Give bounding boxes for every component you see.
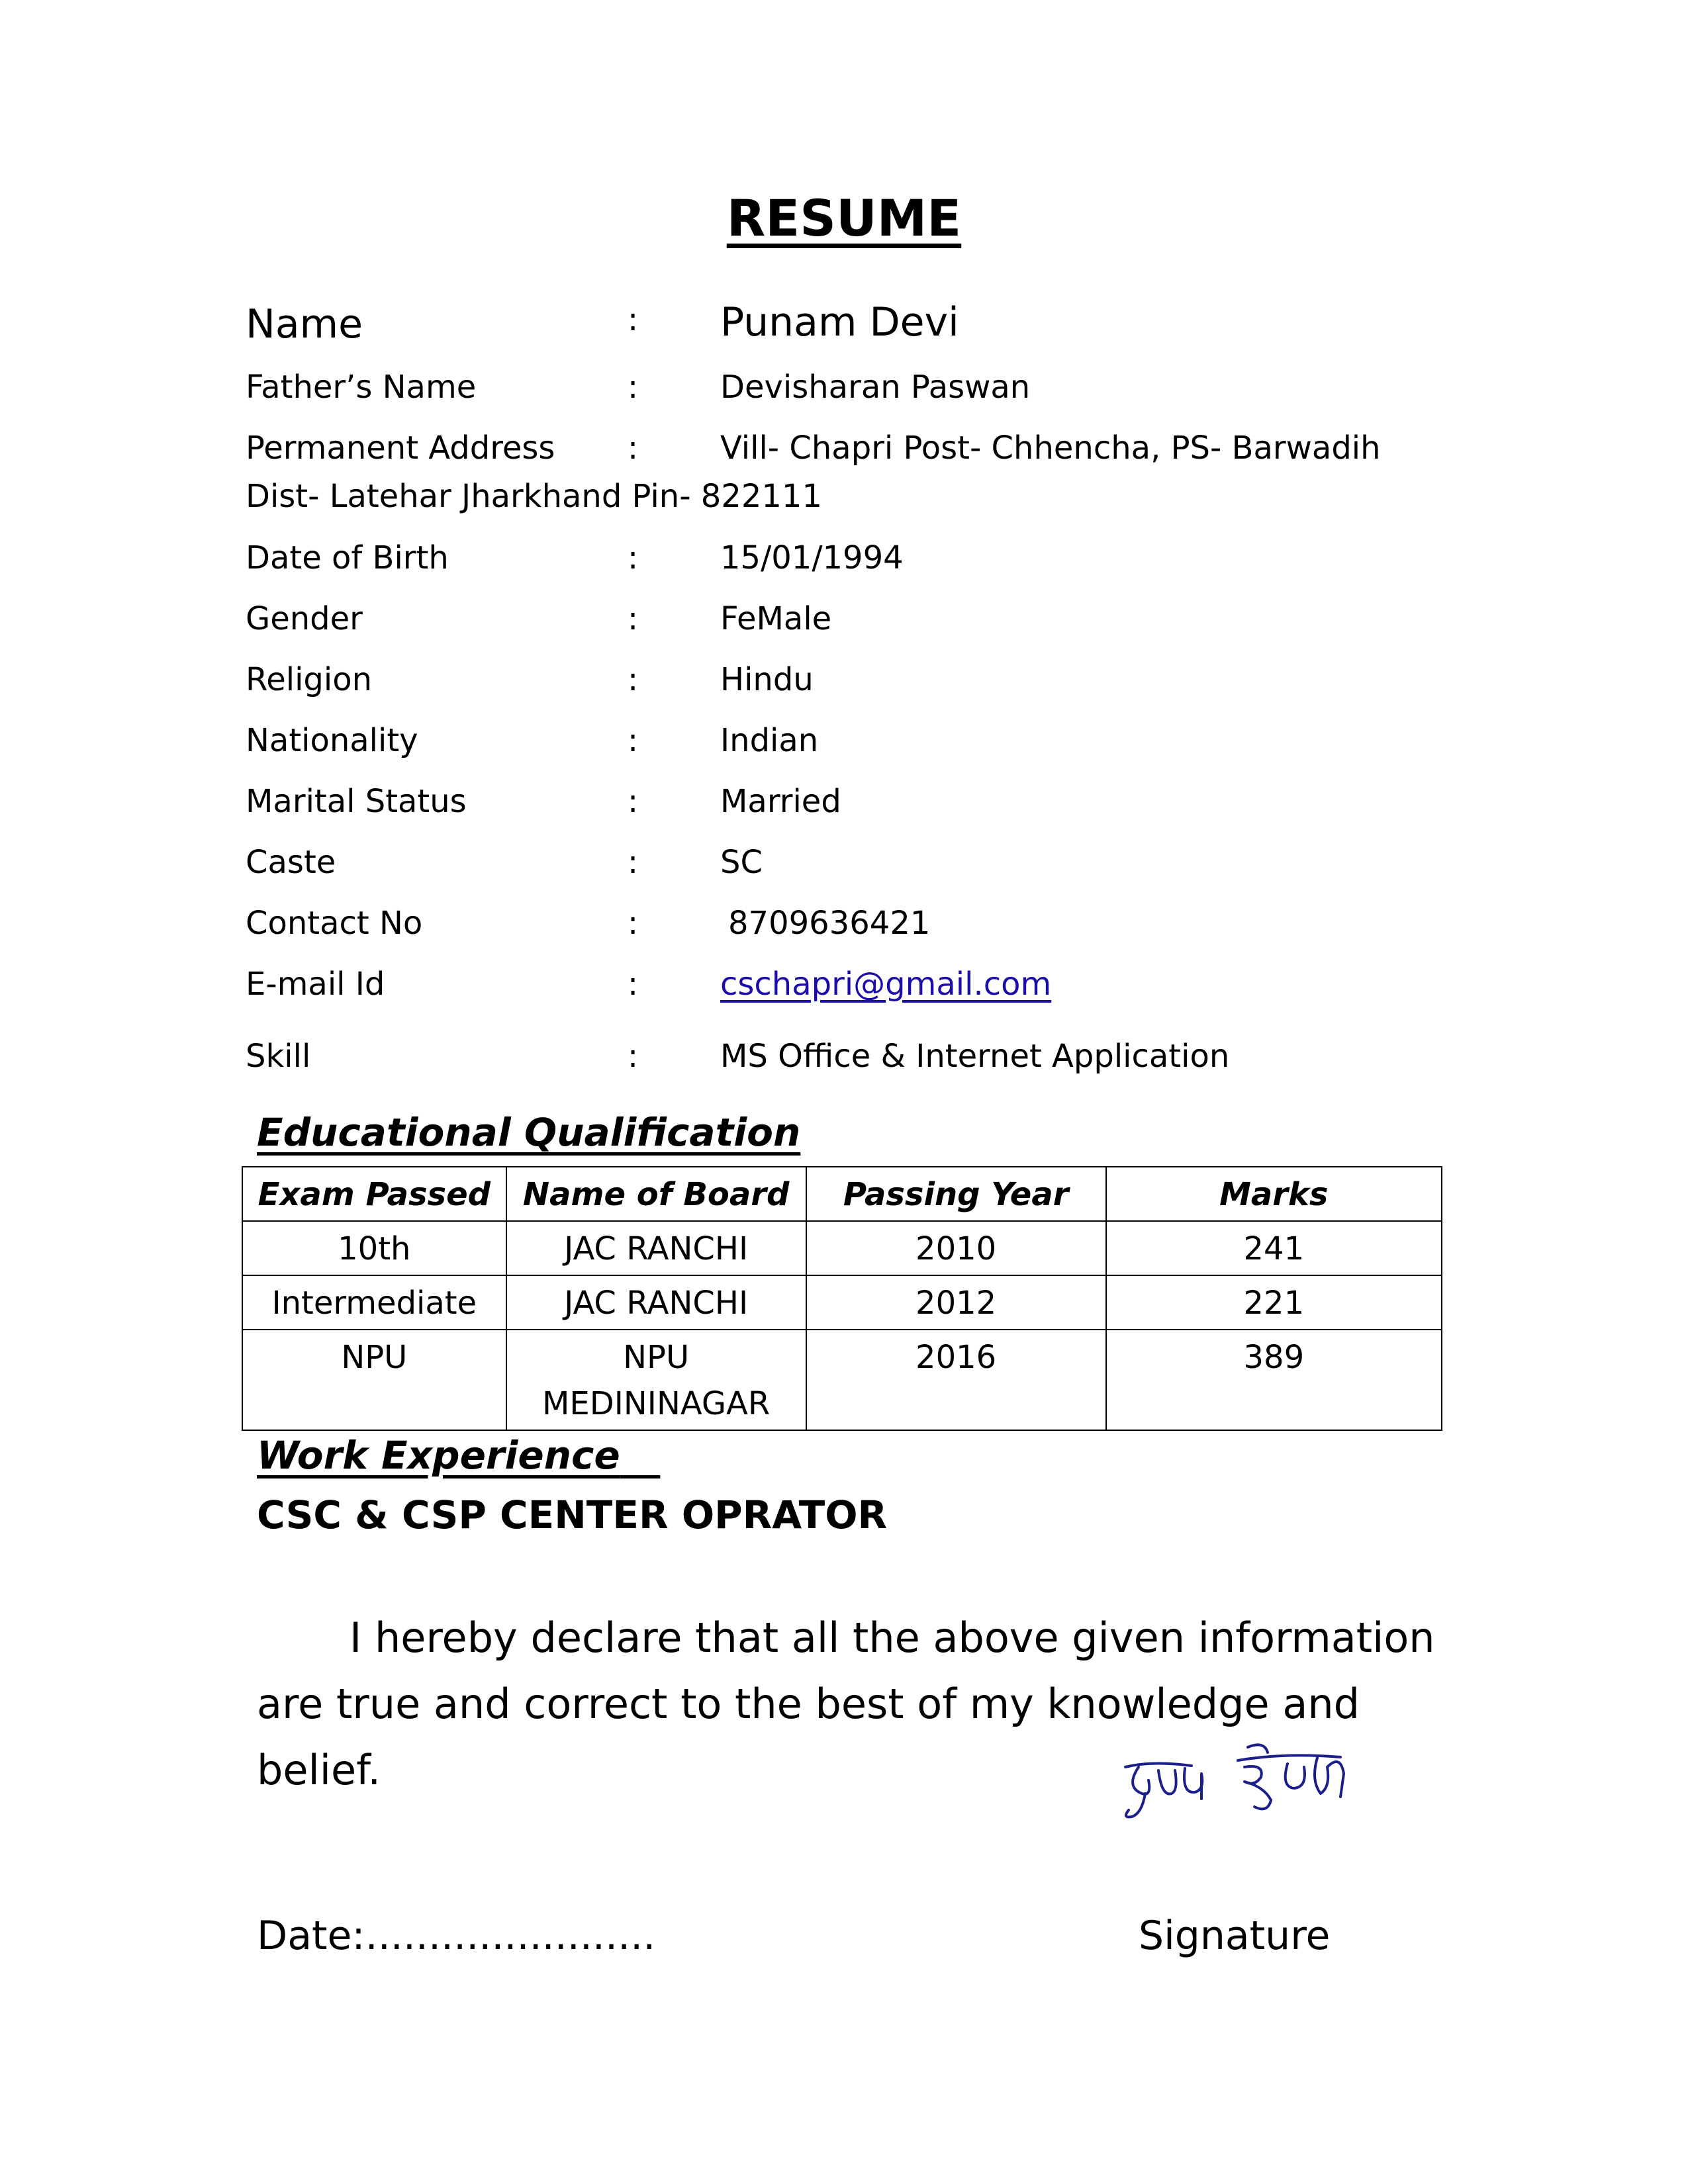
colon: : xyxy=(628,430,639,467)
table-header-row xyxy=(242,1167,1442,1221)
address-value: Vill- Chapri Post- Chhencha, PS- Barwadih xyxy=(720,430,1381,467)
nationality-label: Nationality xyxy=(246,722,418,759)
handwritten-signature xyxy=(1112,1741,1350,1833)
work-heading-text: Work Experience xyxy=(257,1433,620,1478)
table-cell: 389 xyxy=(1106,1330,1442,1430)
colon: : xyxy=(628,722,639,759)
page-title: RESUME xyxy=(726,189,962,248)
email-label: E-mail Id xyxy=(246,966,385,1003)
dob-value: 15/01/1994 xyxy=(720,539,904,576)
column-header: Passing Year xyxy=(806,1167,1106,1221)
job-title: CSC & CSP CENTER OPRATOR xyxy=(257,1492,888,1537)
table-cell: JAC RANCHI xyxy=(506,1275,806,1330)
contact-label: Contact No xyxy=(246,905,423,942)
caste-value: SC xyxy=(720,844,763,881)
father-name-label: Father’s Name xyxy=(246,369,477,406)
column-header: Exam Passed xyxy=(242,1167,506,1221)
skill-label: Skill xyxy=(246,1038,311,1075)
colon: : xyxy=(628,600,639,637)
table-cell: 2012 xyxy=(806,1275,1106,1330)
date-field: Date:....................... xyxy=(257,1913,656,1959)
table-cell: NPU xyxy=(242,1330,506,1430)
table-cell: 2010 xyxy=(806,1221,1106,1275)
colon: : xyxy=(628,966,639,1003)
name-label: Name xyxy=(246,301,363,347)
email-link[interactable]: cschapri@gmail.com xyxy=(720,966,1052,1003)
address-continuation: Dist- Latehar Jharkhand Pin- 822111 xyxy=(246,478,823,515)
column-header: Marks xyxy=(1106,1167,1442,1221)
colon: : xyxy=(628,844,639,881)
name-value: Punam Devi xyxy=(720,299,959,345)
address-label: Permanent Address xyxy=(246,430,555,467)
colon: : xyxy=(628,539,639,576)
dob-label: Date of Birth xyxy=(246,539,449,576)
table-cell: 10th xyxy=(242,1221,506,1275)
religion-value: Hindu xyxy=(720,661,814,698)
marital-status-label: Marital Status xyxy=(246,783,467,820)
gender-label: Gender xyxy=(246,600,363,637)
marital-status-value: Married xyxy=(720,783,841,820)
table-cell: 221 xyxy=(1106,1275,1442,1330)
table-cell: NPU MEDININAGAR xyxy=(506,1330,806,1430)
caste-label: Caste xyxy=(246,844,336,881)
colon: : xyxy=(628,369,639,406)
nationality-value: Indian xyxy=(720,722,819,759)
colon: : xyxy=(628,1038,639,1075)
colon: : xyxy=(628,783,639,820)
table-cell: Intermediate xyxy=(242,1275,506,1330)
contact-value: 8709636421 xyxy=(728,905,931,942)
father-name-value: Devisharan Paswan xyxy=(720,369,1031,406)
table-row xyxy=(242,1275,1442,1330)
table-cell: 241 xyxy=(1106,1221,1442,1275)
table-cell: 2016 xyxy=(806,1330,1106,1430)
signature-label: Signature xyxy=(1139,1913,1331,1959)
work-heading xyxy=(257,1433,660,1478)
education-table xyxy=(242,1166,1442,1431)
table-cell: JAC RANCHI xyxy=(506,1221,806,1275)
religion-label: Religion xyxy=(246,661,372,698)
colon: : xyxy=(628,301,639,338)
skill-value: MS Office & Internet Application xyxy=(720,1038,1230,1075)
declaration-text: I hereby declare that all the above given information are true and correct to the best of my knowledge and belief. xyxy=(257,1614,1435,1794)
table-row xyxy=(242,1330,1442,1430)
education-heading: Educational Qualification xyxy=(257,1110,801,1155)
gender-value: FeMale xyxy=(720,600,832,637)
table-row xyxy=(242,1221,1442,1275)
colon: : xyxy=(628,661,639,698)
colon: : xyxy=(628,905,639,942)
column-header: Name of Board xyxy=(506,1167,806,1221)
